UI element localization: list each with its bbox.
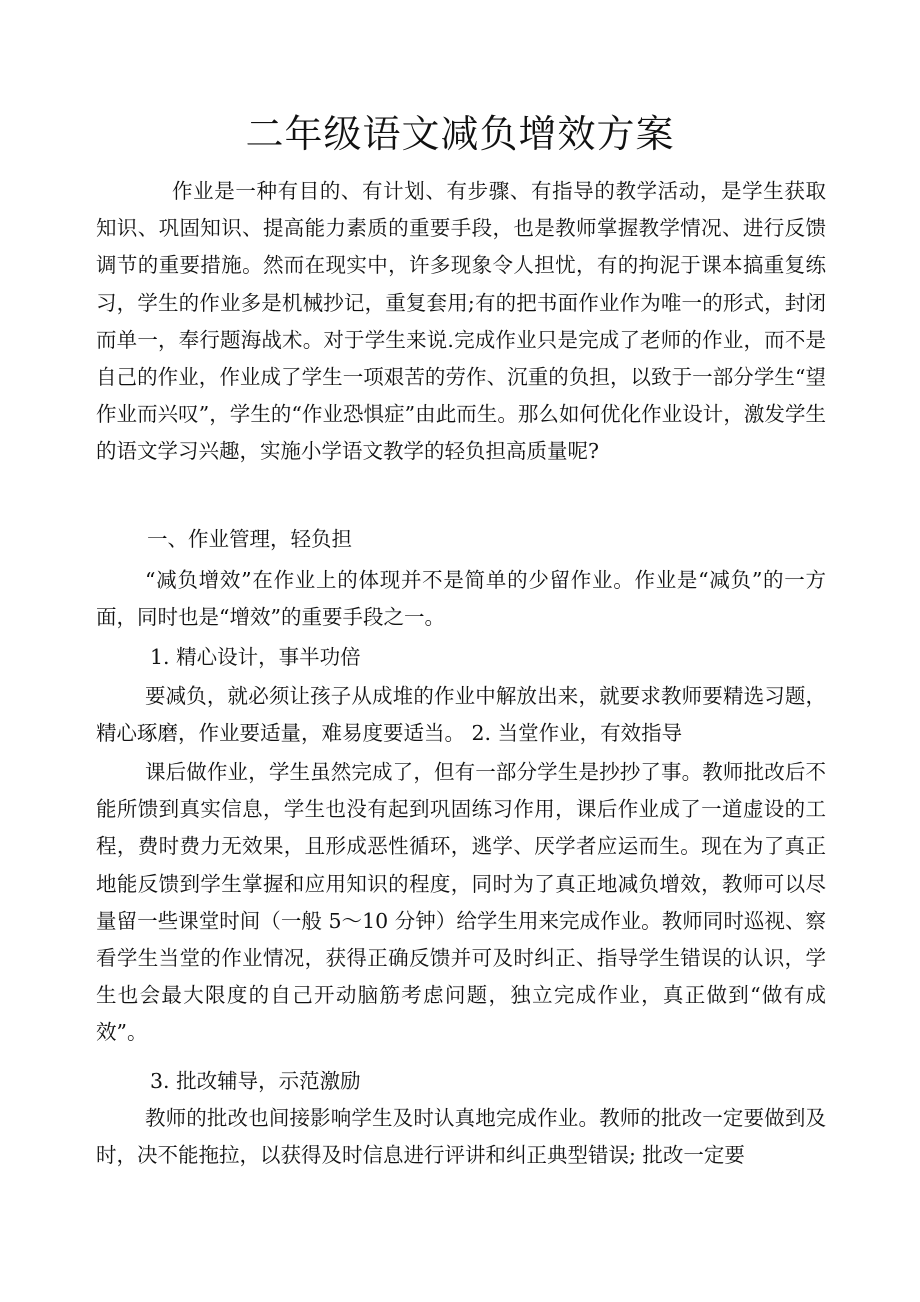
item-3-paragraph: 教师的批改也间接影响学生及时认真地完成作业。教师的批改一定要做到及时，决不能拖拉，以获得及时信息进行评讲和纠正典型错误; 批改一定要: [96, 1106, 826, 1168]
item-2-paragraph: 课后做作业，学生虽然完成了，但有一部分学生是抄抄了事。教师批改后不能所馈到真实信息，学生也没有起到巩固练习作用，课后作业成了一道虚设的工程，费时费力无效果，且形成恶性循环，逃学、厌学者应运而生。现在为了真正地能反馈到学生掌握和应用知识的程度，同时为了真正地减负增效，教师可以尽量留一些课堂时间（一般 5～10 分钟）给学生用来完成作业。教师同时巡视、察看学生当堂的作业情况，获得正确反馈并可及时纠正、指导学生错误的认识，学生也会最大限度的自己开动脑筋考虑问题，独立完成作业，真正做到“做有成效”。: [96, 760, 826, 1045]
item-3-heading: 3. 批改辅导，示范激励: [150, 1069, 361, 1093]
section-1-paragraph: “减负增效”在作业上的体现并不是简单的少留作业。作业是“减负”的一方面，同时也是“增效”的重要手段之一。: [96, 568, 826, 630]
document-title: 二年级语文减负增效方案: [245, 112, 675, 156]
item-1-heading: 1. 精心设计，事半功倍: [150, 645, 361, 669]
section-1-heading: 一、作业管理，轻负担: [147, 527, 352, 551]
intro-paragraph: 作业是一种有目的、有计划、有步骤、有指导的教学活动，是学生获取知识、巩固知识、提高能力素质的重要手段，也是教师掌握教学情况、进行反馈调节的重要措施。然而在现实中，许多现象令人担忧，有的拘泥于课本搞重复练习，学生的作业多是机械抄记，重复套用;有的把书面作业作为唯一的形式，封闭而单一，奉行题海战术。对于学生来说.完成作业只是完成了老师的作业，而不是自己的作业，作业成了学生一项艰苦的劳作、沉重的负担，以致于一部分学生“望作业而兴叹”，学生的“作业恐惧症”由此而生。那么如何优化作业设计，激发学生的语文学习兴趣，实施小学语文教学的轻负担高质量呢?: [96, 179, 826, 464]
item-1-paragraph: 要减负，就必须让孩子从成堆的作业中解放出来，就要求教师要精选习题，精心琢磨，作业要适量，难易度要适当。 2. 当堂作业，有效指导: [96, 684, 826, 746]
